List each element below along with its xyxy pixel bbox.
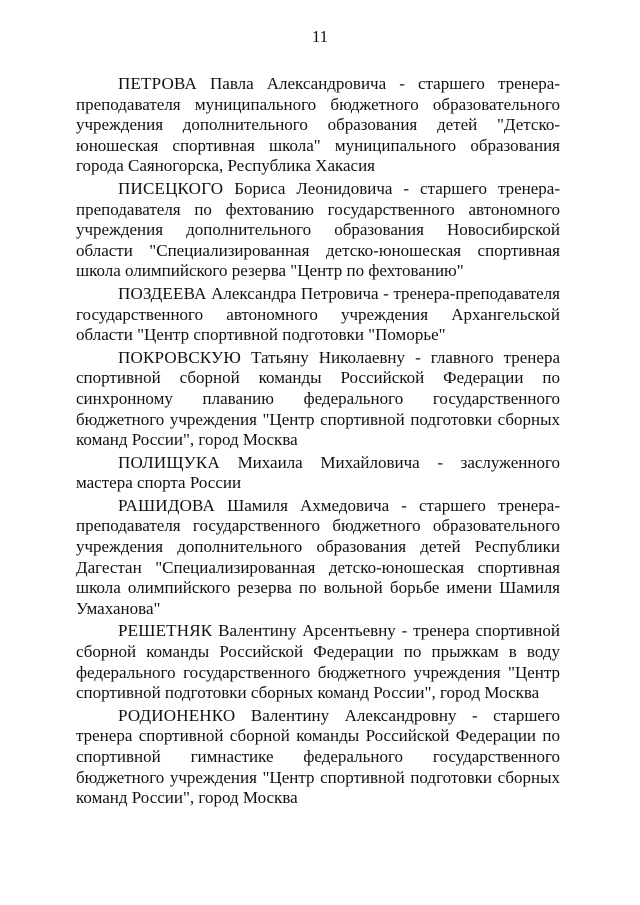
awardee-description: Бориса Леонидовича - старшего тренера-преподавателя по фехтованию государственного автономного учреждения дополнительного образования Новосибирской области "Специализированная детско-юношеская спортивная школа олимпийского резерва "Центр по фехтованию" — [76, 178, 560, 281]
awardee-entry — [76, 284, 560, 346]
awardee-entry — [76, 74, 560, 177]
awardee-description: Татьяну Николаевну - главного тренера спортивной сборной команды Российской Федерации по синхронному плаванию федерального государственного бюджетного учреждения "Центр спортивной подготовки сборных команд России", город Москва — [76, 347, 560, 450]
awardee-description: Павла Александровича - старшего тренера-преподавателя муниципального бюджетного образовательного учреждения дополнительного образования детей "Детско-юношеская спортивная школа" муниципального образования города Саяногорска, Республика Хакасия — [76, 74, 560, 176]
awardee-entry — [76, 179, 560, 282]
awardee-entry — [76, 453, 560, 494]
awardee-entry — [76, 496, 560, 620]
awardee-surname: ПОЛИЩУКА — [118, 452, 220, 472]
awardee-surname: ПИСЕЦКОГО — [118, 178, 224, 198]
awardee-entry — [76, 706, 560, 809]
awardee-description: Шамиля Ахмедовича - старшего тренера-преподавателя государственного бюджетного образовательного учреждения дополнительного образования детей Республики Дагестан "Специализированная детско-юношеская спортивная школа олимпийского резерва по вольной борьбе имени Шамиля Умаханова" — [76, 495, 560, 618]
awardee-list — [76, 74, 560, 811]
awardee-surname: РОДИОНЕНКО — [118, 705, 236, 725]
awardee-description: Валентину Арсентьевну - тренера спортивной сборной команды Российской Федерации по прыжкам в воду федерального государственного бюджетного учреждения "Центр спортивной подготовки сборных команд России", город Москва — [76, 621, 561, 703]
awardee-surname: ПОЗДЕЕВА — [118, 283, 207, 303]
page-number: 11 — [311, 27, 329, 46]
awardee-entry — [76, 348, 560, 451]
awardee-description: Александра Петровича - тренера-преподавателя государственного автономного учреждения Архангельской области "Центр спортивной подготовки "Поморье" — [76, 283, 560, 345]
awardee-surname: РАШИДОВА — [118, 495, 216, 515]
awardee-surname: ПЕТРОВА — [118, 74, 197, 93]
awardee-description: Михаила Михайловича - заслуженного мастера спорта России — [76, 452, 560, 493]
awardee-entry — [76, 621, 560, 703]
awardee-description: Валентину Александровну - старшего тренера спортивной сборной команды Российской Федерации по спортивной гимнастике федерального государственного бюджетного учреждения "Центр спортивной подготовки сборных команд России", город Москва — [76, 705, 561, 808]
awardee-surname: РЕШЕТНЯК — [118, 621, 213, 641]
awardee-surname: ПОКРОВСКУЮ — [118, 347, 242, 367]
